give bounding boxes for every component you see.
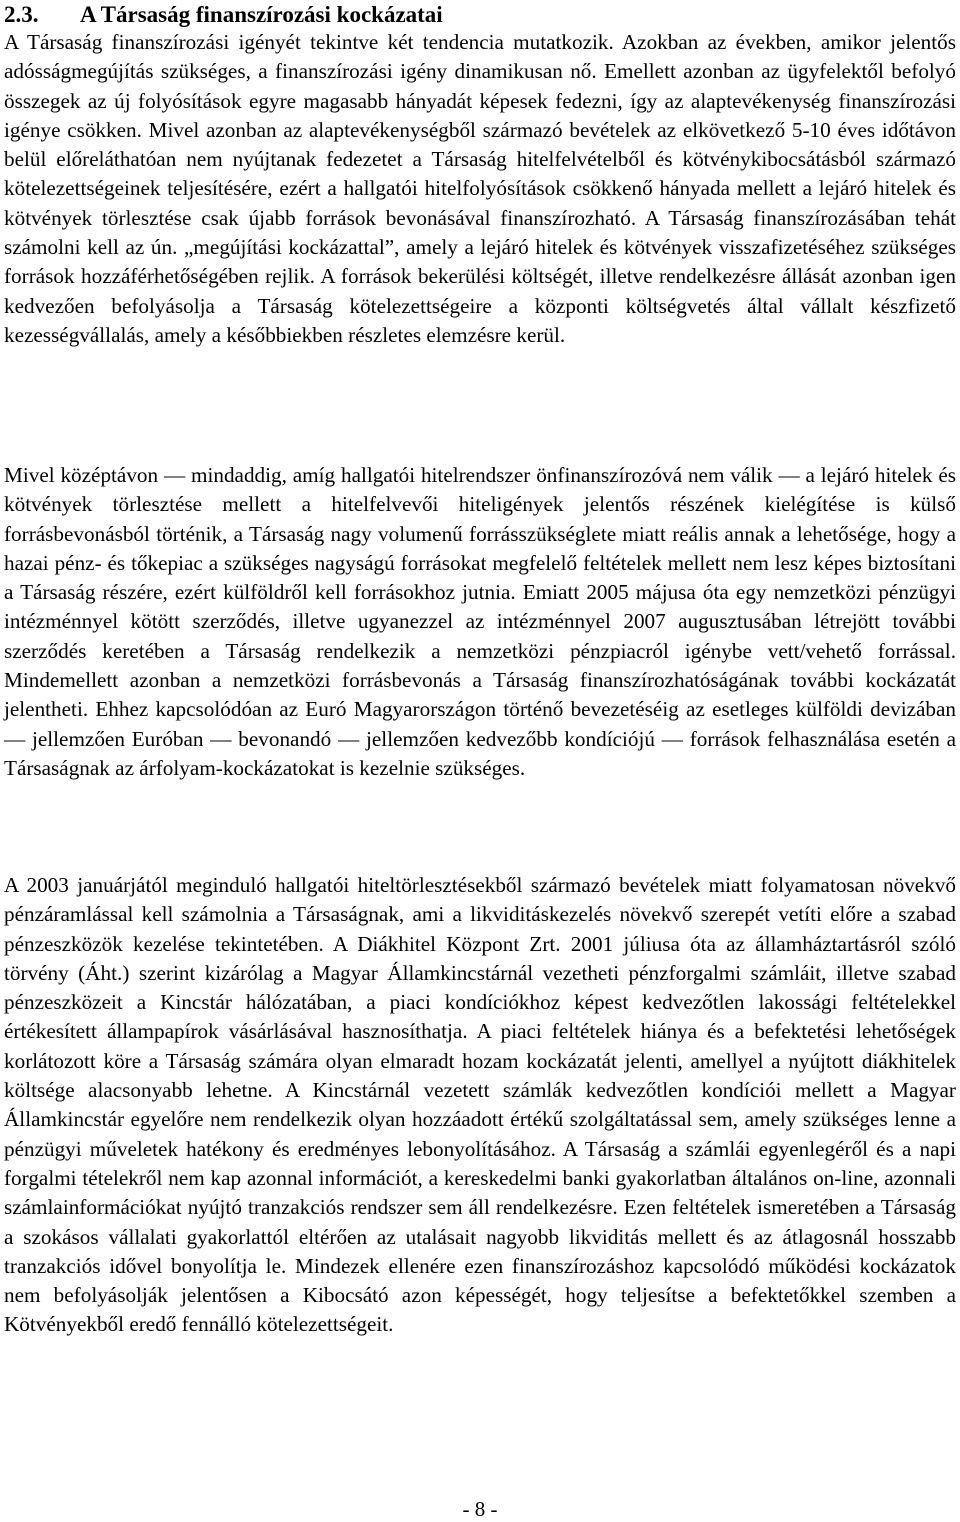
paragraph-financing-demand: A Társaság finanszírozási igényét tekintve két tendencia mutatkozik. Azokban az években, amikor jelentős adósságmegújítás szükséges, a finanszírozási igény dinamikusan nő. Emellett azonban az ügyfelektől befolyó összegek az új folyósítások egyre magasabb hányadát képesek fedezni, így az alaptevékenység finanszírozási igénye csökken. Mivel azonban az alaptevékenységből származó bevételek az elkövetkező 5-10 éves időtávon belül előreláthatóan nem nyújtanak fedezetet a Társaság hitelfelvételből és kötvénykibocsátásból származó kötelezettségeinek teljesítésére, ezért a hallgatói hitelfolyósítások csökkenő hányada mellett a lejáró hitelek és kötvények törlesztése csak újabb források bevonásával finanszírozható. A Társaság finanszírozásában tehát számolni kell az ún. „megújítási kockázattal”, amely a lejáró hitelek és kötvények visszafizetéséhez szükséges források hozzáférhetőségében rejlik. A források bekerülési költségét, illetve rendelkezésre állását azonban igen kedvezően befolyásolja a Társaság kötelezettségeire a központi költségvetés által vállalt készfizető kezességvállalás, amely a későbbiekben részletes elemzésre kerül.: [4, 30, 956, 347]
paragraph-foreign-funding: Mivel középtávon — mindaddig, amíg hallgatói hitelrendszer önfinanszírozóvá nem válik — a lejáró hitelek és kötvények törlesztése mellett a hitelfelvevői hiteligények jelentős részének kielégítése is külső forrásbevonásból történik, a Társaság nagy volumenű forrásszükséglete miatt reális annak a lehetősége, hogy a hazai pénz- és tőkepiac a szükséges nagyságú forrásokat megfelelő feltételek mellett nem lesz képes biztosítani a Társaság részére, ezért külföldről kell forrásokhoz jutnia. Emiatt 2005 májusa óta egy nemzetközi pénzügyi intézménnyel kötött szerződés, illetve ugyanezzel az intézménnyel 2007 augusztusában létrejött további szerződés keretében a Társaság rendelkezik a nemzetközi pénzpiacról igénybe vett/vehető forrással. Mindemellett azonban a nemzetközi forrásbevonás a Társaság finanszírozhatóságának további kockázatát jelentheti. Ehhez kapcsolódóan az Euró Magyarországon történő bevezetéséig az esetleges külföldi devizában — jellemzően Euróban — bevonandó — jellemzően kedvezőbb kondíciójú — források felhasználása esetén a Társaságnak az árfolyam-kockázatokat is kezelnie szükséges.: [4, 463, 956, 780]
section-title: A Társaság finanszírozási kockázatai: [80, 2, 443, 27]
paragraph-liquidity-management: A 2003 januárjától meginduló hallgatói hiteltörlesztésekből származó bevételek miatt folyamatosan növekvő pénzáramlással kell számolnia a Társaságnak, ami a likviditáskezelés növekvő szerepét vetíti előre a szabad pénzeszközök kezelése tekintetében. A Diákhitel Központ Zrt. 2001 júliusa óta az államháztartásról szóló törvény (Áht.) szerint kizárólag a Magyar Államkincstárnál vezetheti pénzforgalmi számláit, illetve szabad pénzeszközeit a Kincstár hálózatában, a piaci kondíciókhoz képest kedvezőtlen lakossági feltételekkel értékesített állampapírok vásárlásával hasznosíthatja. A piaci feltételek hiánya és a befektetési lehetőségek korlátozott köre a Társaság számára olyan elmaradt hozam kockázatát jelenti, amellyel a nyújtott diákhitelek költsége alacsonyabb lehetne. A Kincstárnál vezetett számlák kedvezőtlen kondíciói mellett a Magyar Államkincstár egyelőre nem rendelkezik olyan hozzáadott értékű szolgáltatással sem, amely szükséges lenne a pénzügyi műveletek hatékony és eredményes lebonyolításához. A Társaság a számlái egyenlegéről és a napi forgalmi tételekről nem kap azonnal információt, a kereskedelmi banki gyakorlatban általános on-line, azonnali számlainformációkat nyújtó tranzakciós rendszer sem áll rendelkezésre. Ezen feltételek ismeretében a Társaság a szokásos vállalati gyakorlattól eltérően az utalásait nagyobb likviditás mellett és az átlagosnál hosszabb tranzakciós idővel bonyolítja le. Mindezek ellenére ezen finanszírozáshoz kapcsolódó működési kockázatok nem befolyásolják jelentősen a Kibocsátó azon képességét, hogy teljesítse a befektetőkkel szemben a Kötvényekből eredő fennálló kötelezettségeit.: [4, 873, 956, 1337]
section-heading: [4, 0, 443, 30]
section-number: 2.3.: [4, 2, 39, 27]
page-number: - 8 -: [462, 1497, 498, 1521]
